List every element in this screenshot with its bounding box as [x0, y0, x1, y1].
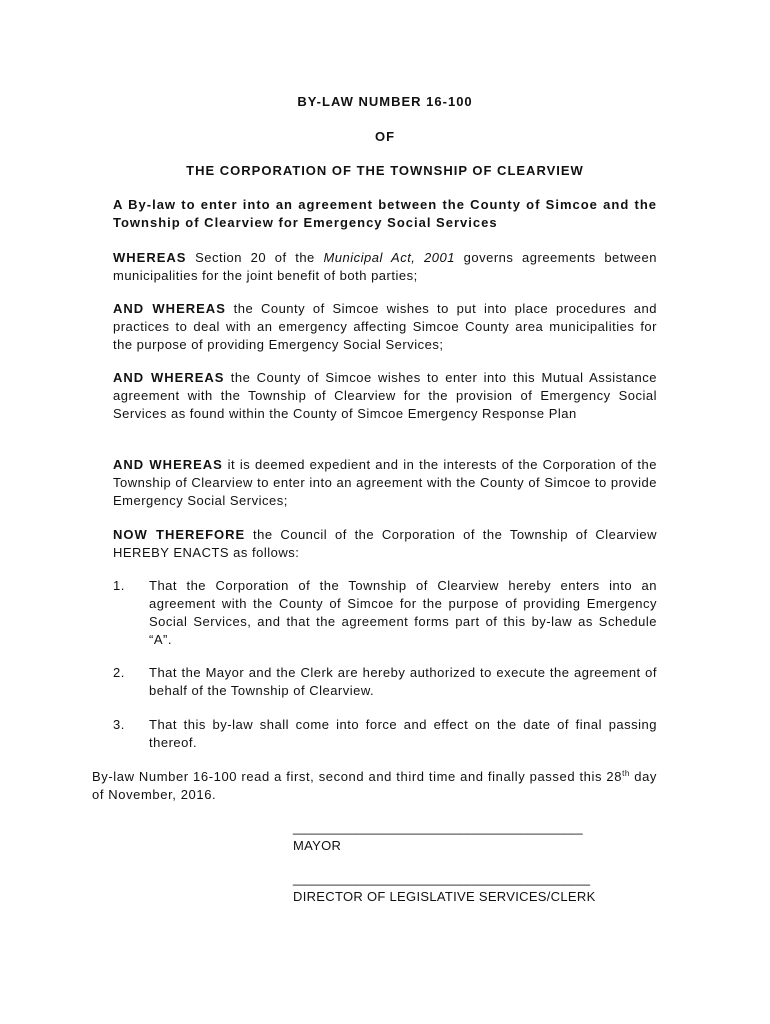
whereas-3-text: the County of Simcoe wishes to enter into this Mutual Assistance agreement with the Township of Clearview for the provision of Emergency Social Services as found within the County of Simcoe Emergency Response Plan [113, 370, 657, 421]
act-name: Municipal Act, 2001 [323, 250, 455, 265]
passing-text-after: day of November, 2016. [92, 769, 657, 802]
of-title: OF [374, 129, 396, 144]
whereas-keyword: WHEREAS [113, 250, 187, 265]
whereas-paragraph-1 [113, 249, 657, 285]
whereas-paragraph-2 [113, 300, 657, 354]
and-whereas-keyword: AND WHEREAS [113, 301, 226, 316]
item-number: 2. [113, 665, 125, 680]
bylaw-number-title: BY-LAW NUMBER 16-100 [297, 94, 473, 109]
and-whereas-keyword: AND WHEREAS [113, 457, 223, 472]
whereas-text-before: Section 20 of the [186, 250, 324, 265]
clerk-signature-line: ________________________________________ [293, 871, 591, 886]
now-therefore-paragraph [113, 526, 657, 562]
ordinal-suffix: th [622, 769, 630, 778]
now-therefore-keyword: NOW THEREFORE [113, 527, 246, 542]
mayor-signature-line: _______________________________________ [293, 820, 583, 835]
item-text: That the Mayor and the Clerk are hereby authorized to execute the agreement of behalf of the Township of Clearview. [149, 665, 657, 698]
whereas-text-after: governs agreements between municipalities for the joint benefit of both parties; [113, 250, 657, 283]
bylaw-heading: A By-law to enter into an agreement between the County of Simcoe and the Township of Clearview for Emergency Social Services [113, 197, 657, 230]
mayor-label: MAYOR [293, 838, 342, 853]
passing-statement [92, 768, 657, 804]
and-whereas-keyword: AND WHEREAS [113, 370, 225, 385]
item-text: That the Corporation of the Township of Clearview hereby enters into an agreement with the County of Simcoe for the purpose of providing Emergency Social Services, and that the agreement forms part of this by-law as Schedule “A”. [149, 578, 657, 647]
corporation-title: THE CORPORATION OF THE TOWNSHIP OF CLEARVIEW [186, 163, 584, 178]
whereas-paragraph-4 [113, 456, 657, 510]
passing-text-before: By-law Number 16-100 read a first, second and third time and finally passed this 28 [92, 769, 623, 784]
clerk-label: DIRECTOR OF LEGISLATIVE SERVICES/CLERK [293, 889, 596, 904]
item-number: 1. [113, 578, 125, 593]
item-text: That this by-law shall come into force and effect on the date of final passing thereof. [149, 717, 657, 750]
whereas-2-text: the County of Simcoe wishes to put into place procedures and practices to deal with an emergency affecting Simcoe County area municipalities for the purpose of providing Emergency Social Services; [113, 301, 657, 352]
whereas-4-text: it is deemed expedient and in the interests of the Corporation of the Township of Clearview to enter into an agreement with the County of Simcoe to provide Emergency Social Services; [113, 457, 657, 508]
whereas-paragraph-3 [113, 369, 657, 423]
item-number: 3. [113, 717, 125, 732]
now-therefore-text: the Council of the Corporation of the Township of Clearview HEREBY ENACTS as follows: [113, 527, 657, 560]
